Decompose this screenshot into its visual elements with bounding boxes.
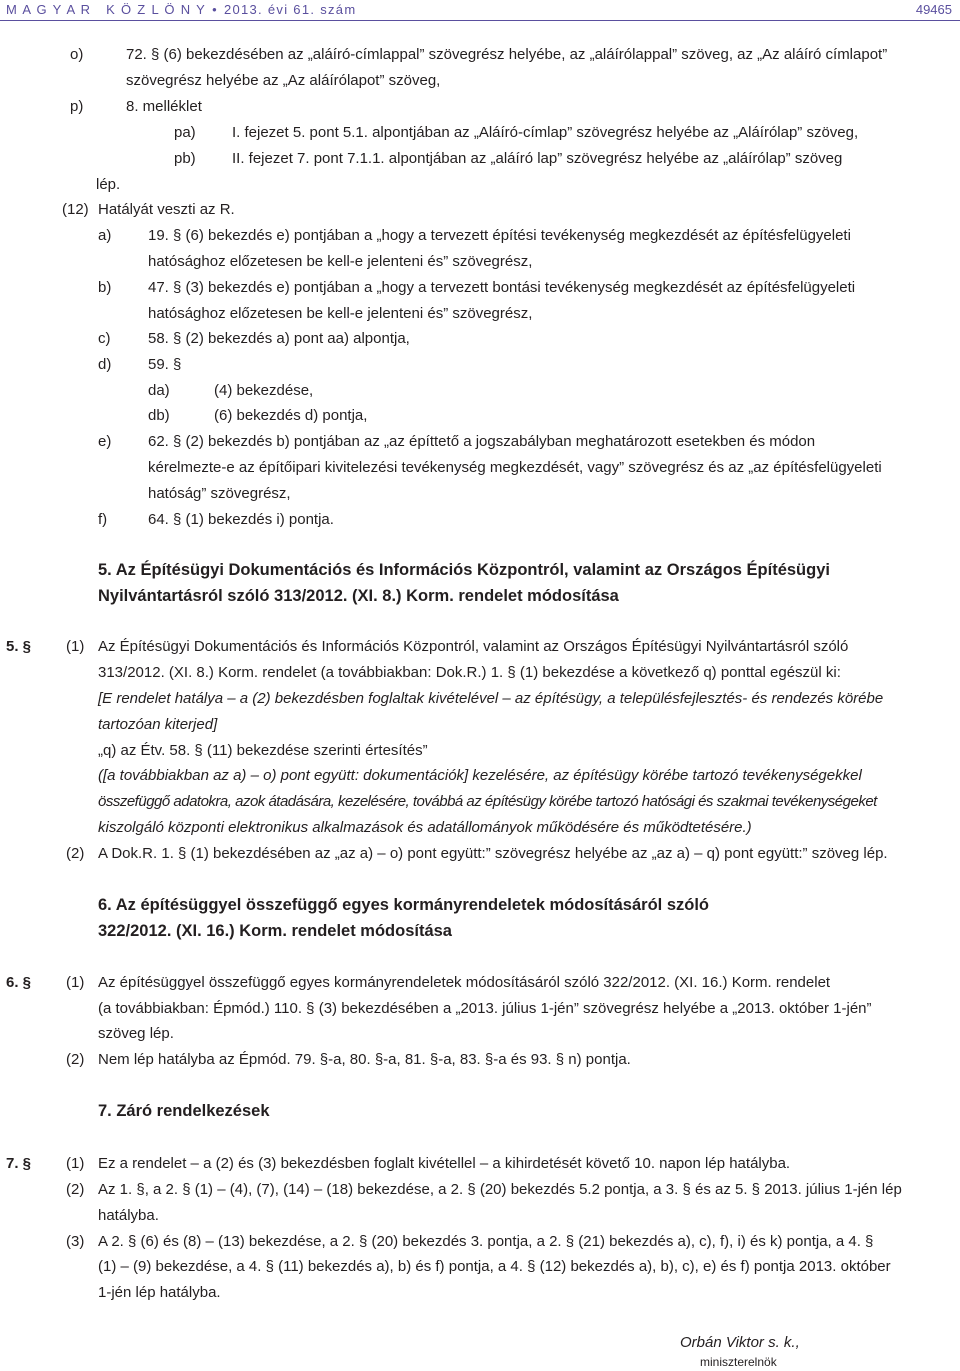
sec5-p2-text: A Dok.R. 1. § (1) bekezdésében az „az a) – o) pont együtt:” szövegrész helyébe az „az a) – q) pont együtt:” szöveg lép. <box>98 845 888 862</box>
item-label-e: e) <box>98 433 112 450</box>
issue-label: 2013. évi 61. szám <box>223 2 357 17</box>
para-12-text: Hatályát veszti az R. <box>98 201 235 218</box>
item-c-text: 58. § (2) bekezdés a) pont aa) alpontja, <box>148 330 410 347</box>
sec6-p1-line3: szöveg lép. <box>98 1025 174 1042</box>
item-pa-text: I. fejezet 5. pont 5.1. alpontjában az „Aláíró-címlap” szövegrész helyébe az „Aláírólap” szöveg, <box>232 124 859 141</box>
sec7-p2-line2: hatályba. <box>98 1207 159 1224</box>
item-a-line2: hatósághoz előzetesen be kell-e jelenteni és” szövegrész, <box>148 253 533 270</box>
lep-text: lép. <box>96 176 121 193</box>
item-pb-text: II. fejezet 7. pont 7.1.1. alpontjában az „aláíró lap” szövegrész helyébe az „aláírólap” szöveg <box>232 150 843 167</box>
item-label-f: f) <box>98 511 108 528</box>
sec7-p3-line2: (1) – (9) bekezdése, a 4. § (11) bekezdés a), b) és f) pontja, a 4. § (12) bekezdés a), b), c), e) és f) pontja 2013. október <box>98 1258 891 1275</box>
sec7-p2-line1: Az 1. §, a 2. § (1) – (4), (7), (14) – (18) bekezdése, a 2. § (20) bekezdés 5.2 pontja, a 3. § és az 5. § 2013. július 1-jén lép <box>98 1181 902 1198</box>
sec5-p1-line2: 313/2012. (XI. 8.) Korm. rendelet (a továbbiakban: Dok.R.) 1. § (1) bekezdése a következő q) ponttal egészül ki: <box>98 664 841 681</box>
section-6-title-line2: 322/2012. (XI. 16.) Korm. rendelet módosítása <box>98 922 452 940</box>
item-o-line1: 72. § (6) bekezdésében az „aláíró-címlappal” szövegrész helyébe, az „aláírólappal” szöveg, az „Az aláíró címlapot” <box>126 46 888 63</box>
item-label-b: b) <box>98 279 112 296</box>
section-5-title-line2: Nyilvántartásról szóló 313/2012. (XI. 8.) Korm. rendelet módosítása <box>98 587 619 605</box>
section-5-title-line1: 5. Az Építésügyi Dokumentációs és Információs Központról, valamint az Országos Építésügyi <box>98 561 830 579</box>
sec5-p1-line5: „q) az Étv. 58. § (11) bekezdése szerinti értesítés” <box>98 742 428 759</box>
item-d-text: 59. § <box>148 356 182 373</box>
sec7-para-num-1: (1) <box>66 1155 85 1172</box>
sec6-p1-line1: Az építésüggyel összefüggő egyes kormányrendeletek módosításáról szóló 322/2012. (XI. 16.) Korm. rendelet <box>98 974 831 991</box>
sec7-p1-text: Ez a rendelet – a (2) és (3) bekezdésben foglalt kivétellel – a kihirdetését követő 10. napon lép hatályba. <box>98 1155 791 1172</box>
item-o-line2: szövegrész helyébe az „Az aláírólapot” szöveg, <box>126 72 441 89</box>
sec5-para-num-1: (1) <box>66 638 85 655</box>
item-e-line1: 62. § (2) bekezdés b) pontjában az „az építtető a jogszabályban meghatározott esetekben és módon <box>148 433 816 450</box>
page-header <box>0 0 960 22</box>
page-number: 49465 <box>915 2 952 17</box>
section-7-title: 7. Záró rendelkezések <box>98 1102 270 1120</box>
sec5-p1-line3: [E rendelet hatálya – a (2) bekezdésben foglaltak kivételével – az építésügy, a településfejlesztés- és rendezés körébe <box>98 690 884 707</box>
item-db-text: (6) bekezdés d) pontja, <box>214 407 368 424</box>
sec6-p1-line2: (a továbbiakban: Épmód.) 110. § (3) bekezdésében a „2013. július 1-jén” szövegrész helyébe a „2013. október 1-jén” <box>98 1000 872 1017</box>
sec6-para-num-1: (1) <box>66 974 85 991</box>
item-label-pa: pa) <box>174 124 196 141</box>
item-label-c: c) <box>98 330 111 347</box>
header-divider <box>0 20 960 21</box>
item-e-line2: kérelmezte-e az építőipari kivitelezési tevékenység megkezdését, vagy” szövegrész és az „az építésfelügyeleti <box>148 459 882 476</box>
section-7-number: 7. § <box>6 1155 32 1172</box>
item-label-pb: pb) <box>174 150 196 167</box>
item-label-p: p) <box>70 98 84 115</box>
sec7-para-num-2: (2) <box>66 1181 85 1198</box>
journal-title: M A G Y A R K Ö Z L Ö N Y <box>6 2 207 17</box>
sec5-p1-line7: összefüggő adatokra, azok átadására, kezelésére, továbbá az építésügy körébe tartozó hatósági és szakmai tevékenységeket <box>98 793 877 810</box>
item-b-line2: hatósághoz előzetesen be kell-e jelenteni és” szövegrész, <box>148 305 533 322</box>
item-label-da: da) <box>148 382 170 399</box>
sec7-p3-line1: A 2. § (6) és (8) – (13) bekezdése, a 2. § (20) bekezdés 3. pontja, a 2. § (21) bekezdés a), c), f), i) és k) pontja, a 4. § <box>98 1233 874 1250</box>
sec5-p1-line8: kiszolgáló központi elektronikus alkalmazások és adatállományok működésére és működtetésére.) <box>98 819 752 836</box>
signature-role: miniszterelnök <box>700 1355 777 1369</box>
bullet-separator: • <box>212 2 218 17</box>
sec5-p1-line1: Az Építésügyi Dokumentációs és Információs Központról, valamint az Országos Építésügyi Nyilvántartásról szóló <box>98 638 849 655</box>
item-label-db: db) <box>148 407 170 424</box>
sec6-p2-text: Nem lép hatályba az Épmód. 79. §-a, 80. §-a, 81. §-a, 83. §-a és 93. § n) pontja. <box>98 1051 631 1068</box>
signature-name: Orbán Viktor s. k., <box>680 1334 800 1351</box>
sec5-p1-line6: ([a továbbiakban az a) – o) pont együtt: dokumentációk] kezelésére, az építésügy körébe tartozó tevékenységekkel <box>98 767 862 784</box>
para-num-12: (12) <box>62 201 89 218</box>
item-label-a: a) <box>98 227 112 244</box>
section-5-number: 5. § <box>6 638 32 655</box>
section-6-title-line1: 6. Az építésüggyel összefüggő egyes kormányrendeletek módosításáról szóló <box>98 896 709 914</box>
sec7-para-num-3: (3) <box>66 1233 85 1250</box>
item-label-o: o) <box>70 46 84 63</box>
sec5-para-num-2: (2) <box>66 845 85 862</box>
item-b-line1: 47. § (3) bekezdés e) pontjában a „hogy a tervezett bontási tevékenység megkezdését az építésfelügyeleti <box>148 279 856 296</box>
sec5-p1-line4: tartozóan kiterjed] <box>98 716 218 733</box>
item-label-d: d) <box>98 356 112 373</box>
sec6-para-num-2: (2) <box>66 1051 85 1068</box>
section-6-number: 6. § <box>6 974 32 991</box>
item-a-line1: 19. § (6) bekezdés e) pontjában a „hogy a tervezett építési tevékenység megkezdését az építésfelügyeleti <box>148 227 851 244</box>
item-e-line3: hatóság” szövegrész, <box>148 485 291 502</box>
item-da-text: (4) bekezdése, <box>214 382 314 399</box>
journal-header <box>6 2 356 17</box>
item-p-text: 8. melléklet <box>126 98 202 115</box>
sec7-p3-line3: 1-jén lép hatályba. <box>98 1284 221 1301</box>
item-f-text: 64. § (1) bekezdés i) pontja. <box>148 511 334 528</box>
